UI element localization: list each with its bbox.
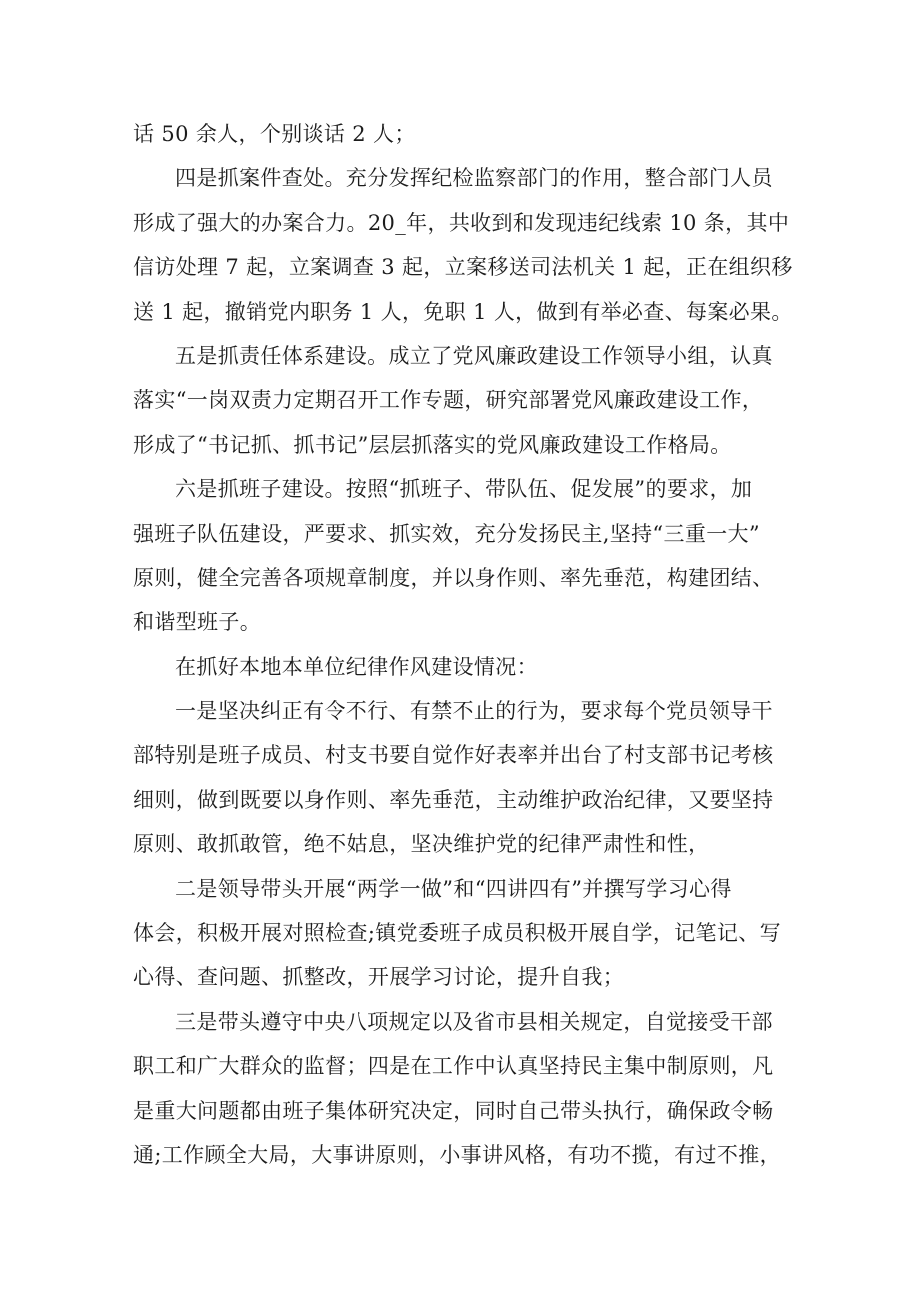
text-line: 部特别是班子成员、村支书要自觉作好表率并出台了村支部书记考核 bbox=[133, 743, 774, 768]
text-line: 五是抓责任体系建设。成立了党风廉政建设工作领导小组，认真 bbox=[175, 343, 773, 368]
text-line: 和谐型班子。 bbox=[133, 610, 262, 635]
text-line: 通;工作顾全大局，大事讲原则，小事讲风格，有功不揽，有过不推， bbox=[133, 1142, 781, 1167]
text-line: 心得、查问题、抓整改，开展学习讨论，提升自我； bbox=[133, 965, 625, 990]
text-line: 信访处理 7 起，立案调查 3 起，立案移送司法机关 1 起，正在组织移 bbox=[133, 255, 793, 280]
text-line: 原则、敢抓敢管，绝不姑息，坚决维护党的纪律严肃性和性， bbox=[133, 832, 710, 857]
text-line: 送 1 起，撤销党内职务 1 人，免职 1 人，做到有举必查、每案必果。 bbox=[133, 299, 793, 324]
text-line: 话 50 余人，个别谈话 2 人； bbox=[133, 122, 416, 146]
text-line: 二是领导带头开展“两学一做”和“四讲四有”并撰写学习心得 bbox=[175, 876, 732, 901]
text-line: 是重大问题都由班子集体研究决定，同时自己带头执行，确保政令畅 bbox=[133, 1098, 774, 1123]
text-line: 落实“一岗双责力定期召开工作专题，研究部署党风廉政建设工作， bbox=[133, 388, 764, 413]
document-body bbox=[133, 112, 805, 1177]
text-line: 细则，做到既要以身作则、率先垂范，主动维护政治纪律，又要坚持 bbox=[133, 787, 774, 812]
text-line: 一是坚决纠正有令不行、有禁不止的行为，要求每个党员领导干 bbox=[175, 699, 773, 724]
text-line: 强班子队伍建设，严要求、抓实效，充分发扬民主,坚持“三重一大” bbox=[133, 521, 760, 546]
text-line: 四是抓案件查处。充分发挥纪检监察部门的作用，整合部门人员 bbox=[175, 166, 773, 191]
text-line: 职工和广大群众的监督；四是在工作中认真坚持民主集中制原则，凡 bbox=[133, 1054, 774, 1079]
text-line: 三是带头遵守中央八项规定以及省市县相关规定，自觉接受干部 bbox=[175, 1009, 773, 1034]
text-line: 原则，健全完善各项规章制度，并以身作则、率先垂范，构建团结、 bbox=[133, 565, 774, 590]
text-line: 体会，积极开展对照检查;镇党委班子成员积极开展自学，记笔记、写 bbox=[133, 921, 781, 946]
text-line: 形成了强大的办案合力。20_年，共收到和发现违纪线索 10 条，其中 bbox=[133, 210, 790, 235]
text-line: 六是抓班子建设。按照“抓班子、带队伍、促发展”的要求，加 bbox=[175, 477, 753, 502]
text-line: 在抓好本地本单位纪律作风建设情况： bbox=[175, 654, 538, 679]
text-line: 形成了“书记抓、抓书记”层层抓落实的党风廉政建设工作格局。 bbox=[133, 432, 732, 457]
